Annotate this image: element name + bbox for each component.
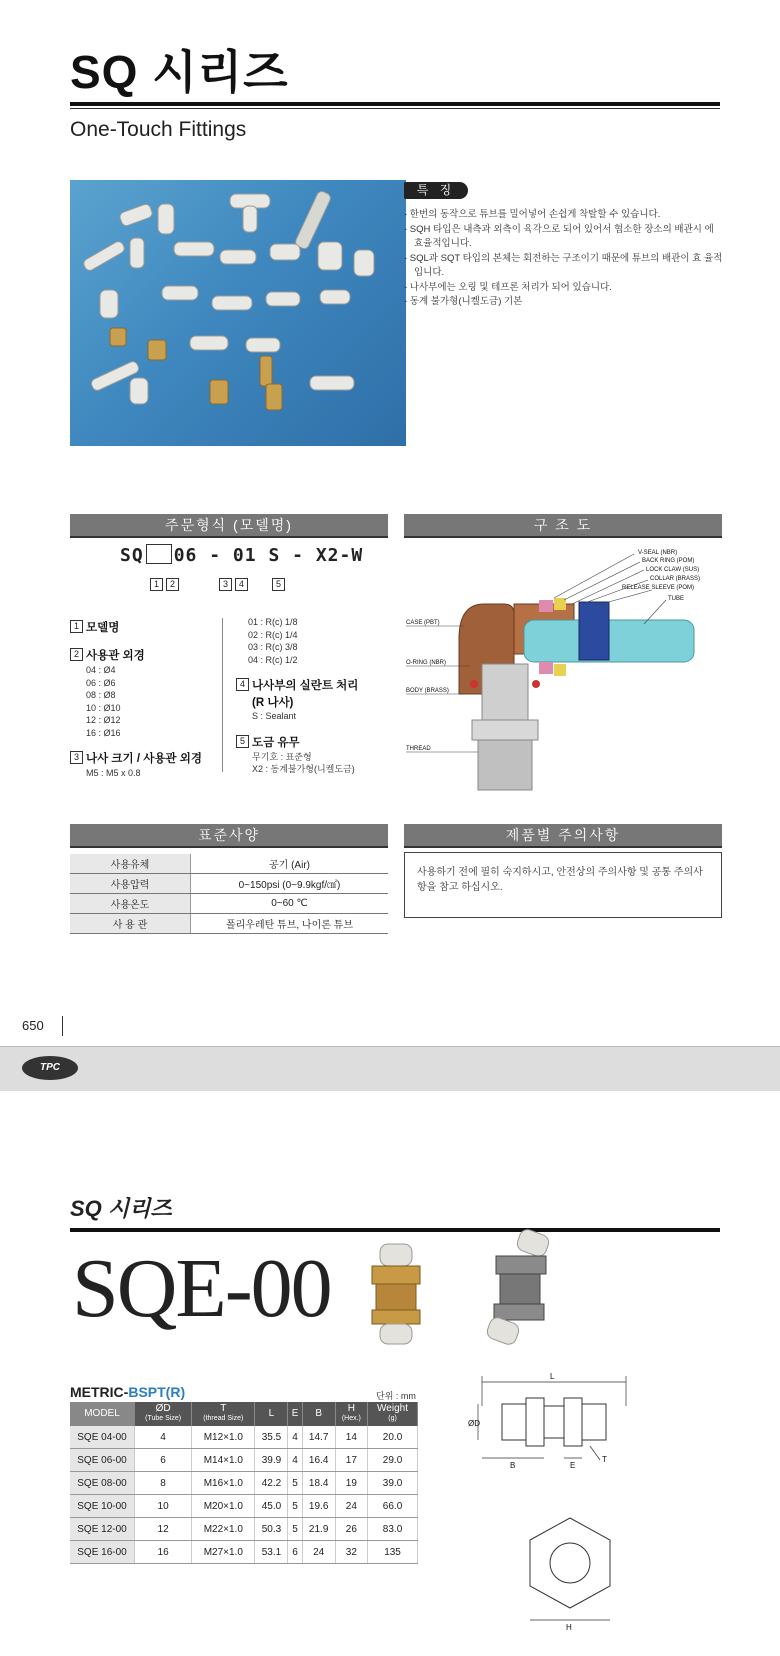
order-format-bar: 주문형식 (모델명) [70,514,388,538]
code-index-box: 1 [150,578,163,591]
part-label: V-SEAL (NBR) [638,550,678,556]
dim-label: ØD [468,1419,480,1428]
order-left-column [70,618,220,780]
product-photo [70,180,406,446]
feature-item: - SQL과 SQT 타입의 본체는 회전하는 구조이기 때문에 튜브의 배관이 효 율적입니다. [404,252,723,278]
column-header [135,1402,192,1426]
part-label: O-RING (NBR) [406,660,446,666]
cell: 10 [135,1495,192,1518]
features-tag: 특 징 [404,182,468,199]
order-divider [222,618,223,772]
option-label-sub: (R 나사) [252,697,294,709]
cell: 26 [335,1518,367,1541]
part-label: RELEASE SLEEVE (POM) [622,585,695,591]
spec-value: 0~150psi (0~9.9kgf/㎠) [191,874,389,894]
title-rule-thin [70,108,720,109]
cell: 19 [335,1472,367,1495]
cell-model: SQE 04-00 [70,1426,135,1449]
column-header-sub: (Tube Size) [145,1415,182,1422]
spec-value: 공기 (Air) [191,854,389,874]
structure-bar: 구 조 도 [404,514,722,538]
option-value: 06 : Ø6 [86,677,116,688]
cell: M22×1.0 [192,1518,255,1541]
cell: M20×1.0 [192,1495,255,1518]
option-label: 사용관 외경 [86,650,145,662]
cell-model: SQE 10-00 [70,1495,135,1518]
option-value: 04 : R(c) 1/2 [248,654,298,665]
cell: M14×1.0 [192,1449,255,1472]
title-rule [70,102,720,106]
option-value: 03 : R(c) 3/8 [248,642,298,652]
column-header-sub: (g) [388,1415,397,1422]
option-label: 도금 유무 [252,736,300,749]
column-header-sub: (Hex.) [341,1415,361,1422]
cell: 42.2 [255,1472,288,1495]
code-dash: - [292,545,304,566]
cell: 4 [288,1449,302,1472]
cell: 18.4 [302,1472,335,1495]
column-header [335,1402,367,1426]
thread-type-label: BSPT(R) [128,1384,186,1400]
cell: 35.5 [255,1426,288,1449]
table-row [70,854,388,874]
features-list [404,208,724,310]
feature-item: - 동계 불가형(니켈도금) 기본 [404,296,523,307]
column-header [192,1402,255,1426]
page-title: SQ 시리즈 [70,46,289,98]
part-label: BACK RING (POM) [642,558,695,564]
dim-label: T [602,1455,607,1464]
part-label: BODY (BRASS) [406,688,449,694]
dimension-drawing [470,1370,670,1637]
cell-model: SQE 08-00 [70,1472,135,1495]
cell: 14 [335,1426,367,1449]
part-label: TUBE [668,596,685,602]
column-header-label: E [291,1408,299,1419]
section-title: SQ 시리즈 [70,1196,172,1221]
cell: 39.0 [368,1472,418,1495]
option-value: 12 : Ø12 [86,715,121,725]
cell: 50.3 [255,1518,288,1541]
cell: M16×1.0 [192,1472,255,1495]
table-row [70,1426,418,1449]
cell: 16 [135,1541,192,1564]
option-label: 나사부의 실란트 처리 [252,680,359,692]
metric-label: METRIC- [70,1384,129,1400]
option-value: S : Sealant [252,711,297,721]
cell: 14.7 [302,1426,335,1449]
code-plating: X2-W [315,545,364,566]
option-value: 01 : R(c) 1/8 [248,617,298,627]
section-rule [70,1228,720,1232]
spec-key: 사용압력 [70,874,191,894]
table-header-row [70,1402,418,1426]
product-image-brass [346,1238,446,1353]
column-header [288,1402,302,1426]
order-code [120,544,363,566]
option-value: 무기호 : 표준형 [252,751,312,762]
table-caption [70,1384,185,1400]
option-label: 모델명 [86,622,120,634]
column-header-label: H [347,1403,355,1414]
cell-model: SQE 16-00 [70,1541,135,1564]
page-number: 650 [22,1018,44,1033]
cell: 16.4 [302,1449,335,1472]
code-size: 06 [173,545,198,566]
code-index-row [150,578,288,591]
cell: 8 [135,1472,192,1495]
column-header-label: MODEL [84,1408,120,1419]
dim-label: E [570,1461,576,1470]
cell-model: SQE 06-00 [70,1449,135,1472]
code-index-box: 2 [166,578,179,591]
dimension-table [70,1402,418,1564]
cell: 45.0 [255,1495,288,1518]
column-header-label: L [268,1408,275,1419]
code-index-box: 3 [219,578,232,591]
option-value: 04 : Ø4 [86,665,116,675]
option-label: 나사 크기 / 사용관 외경 [86,753,202,765]
option-number: 3 [70,751,83,764]
column-header-label: B [315,1408,322,1419]
spec-table [70,854,388,934]
column-header [70,1402,135,1426]
structure-drawing [404,544,722,794]
option-number: 2 [70,648,83,661]
option-value: 02 : R(c) 1/4 [248,629,298,640]
cell: 12 [135,1518,192,1541]
spec-key: 사용온도 [70,894,191,914]
cell: 24 [335,1495,367,1518]
page-subtitle: One-Touch Fittings [70,118,247,141]
code-dash: - [209,545,222,566]
column-header-label: T [220,1403,227,1414]
table-row [70,894,388,914]
cell: 39.9 [255,1449,288,1472]
cell: 5 [288,1472,302,1495]
table-row [70,1472,418,1495]
column-header-label: Weight [377,1403,408,1414]
cell: 24 [302,1541,335,1564]
dim-label: B [510,1461,516,1470]
table-row [70,914,388,934]
cell: 5 [288,1518,302,1541]
cell: 4 [135,1426,192,1449]
option-value: X2 : 동계불가형(니켈도금) [252,764,355,774]
feature-item: - SQH 타입은 내측과 외측이 육각으로 되어 있어서 협소한 장소의 배관시 에 효율적입니다. [404,223,714,249]
code-thread: 01 [232,545,257,566]
option-number: 5 [236,735,249,748]
column-header-sub: (thread Size) [203,1415,244,1422]
cell: 135 [368,1541,418,1564]
option-number: 4 [236,678,249,691]
table-row [70,1541,418,1564]
cell: 29.0 [368,1449,418,1472]
cell: 66.0 [368,1495,418,1518]
table-row [70,1449,418,1472]
page-number-divider [62,1016,63,1036]
unit-label: 단위 : mm [376,1391,416,1401]
column-header [368,1402,418,1426]
spec-key: 사용유체 [70,854,191,874]
code-blank-box [146,544,172,564]
part-label: COLLAR (BRASS) [650,576,701,582]
cell: 17 [335,1449,367,1472]
column-header [302,1402,335,1426]
cell: 6 [135,1449,192,1472]
cell: 83.0 [368,1518,418,1541]
cell: 5 [288,1495,302,1518]
option-value: 08 : Ø8 [86,690,116,700]
part-label: THREAD [406,746,431,752]
cell: M27×1.0 [192,1541,255,1564]
option-number: 1 [70,620,83,633]
caution-text: 사용하기 전에 필히 숙지하시고, 안전상의 주의사항 및 공통 주의사항을 참고 하십시오. [404,852,722,918]
option-value: M5 : M5 x 0.8 [86,768,141,778]
cross-section-illustration [404,544,722,794]
footer-band [0,1046,780,1091]
column-header-label: ØD [155,1403,171,1414]
table-row [70,874,388,894]
column-header [255,1402,288,1426]
cell: 53.1 [255,1541,288,1564]
feature-item: - 나사부에는 오링 및 테프론 처리가 되어 있습니다. [404,281,612,293]
spec-value: 폴리우레탄 튜브, 나이론 튜브 [191,914,389,934]
dim-label: L [550,1372,555,1381]
cell: M12×1.0 [192,1426,255,1449]
order-right-column [236,616,396,776]
cell-model: SQE 12-00 [70,1518,135,1541]
dim-label: H [566,1623,572,1632]
feature-item: - 한번의 동작으로 튜브를 밀어넣어 손쉽게 착탈할 수 있습니다. [404,209,661,220]
code-prefix: SQ [120,545,144,566]
table-row [70,1495,418,1518]
cell: 20.0 [368,1426,418,1449]
spec-bar: 표준사양 [70,824,388,848]
option-value: 16 : Ø16 [86,727,121,738]
cell: 6 [288,1541,302,1564]
product-image-nickel [466,1228,566,1353]
part-label: CASE (PBT) [406,620,440,626]
tpc-logo: TPC [22,1056,78,1080]
model-name: SQE-00 [72,1242,331,1335]
code-index-box: 5 [272,578,285,591]
cell: 4 [288,1426,302,1449]
cell: 32 [335,1541,367,1564]
cell: 19.6 [302,1495,335,1518]
caution-bar: 제품별 주의사항 [404,824,722,848]
code-sealant: S [268,545,281,566]
option-value: 10 : Ø10 [86,702,121,713]
spec-value: 0~60 ℃ [191,894,389,914]
cell: 21.9 [302,1518,335,1541]
code-index-box: 4 [235,578,248,591]
fittings-illustration [70,180,406,446]
part-label: LOCK CLAW (SUS) [646,567,700,573]
spec-key: 사 용 관 [70,914,191,934]
table-row [70,1518,418,1541]
